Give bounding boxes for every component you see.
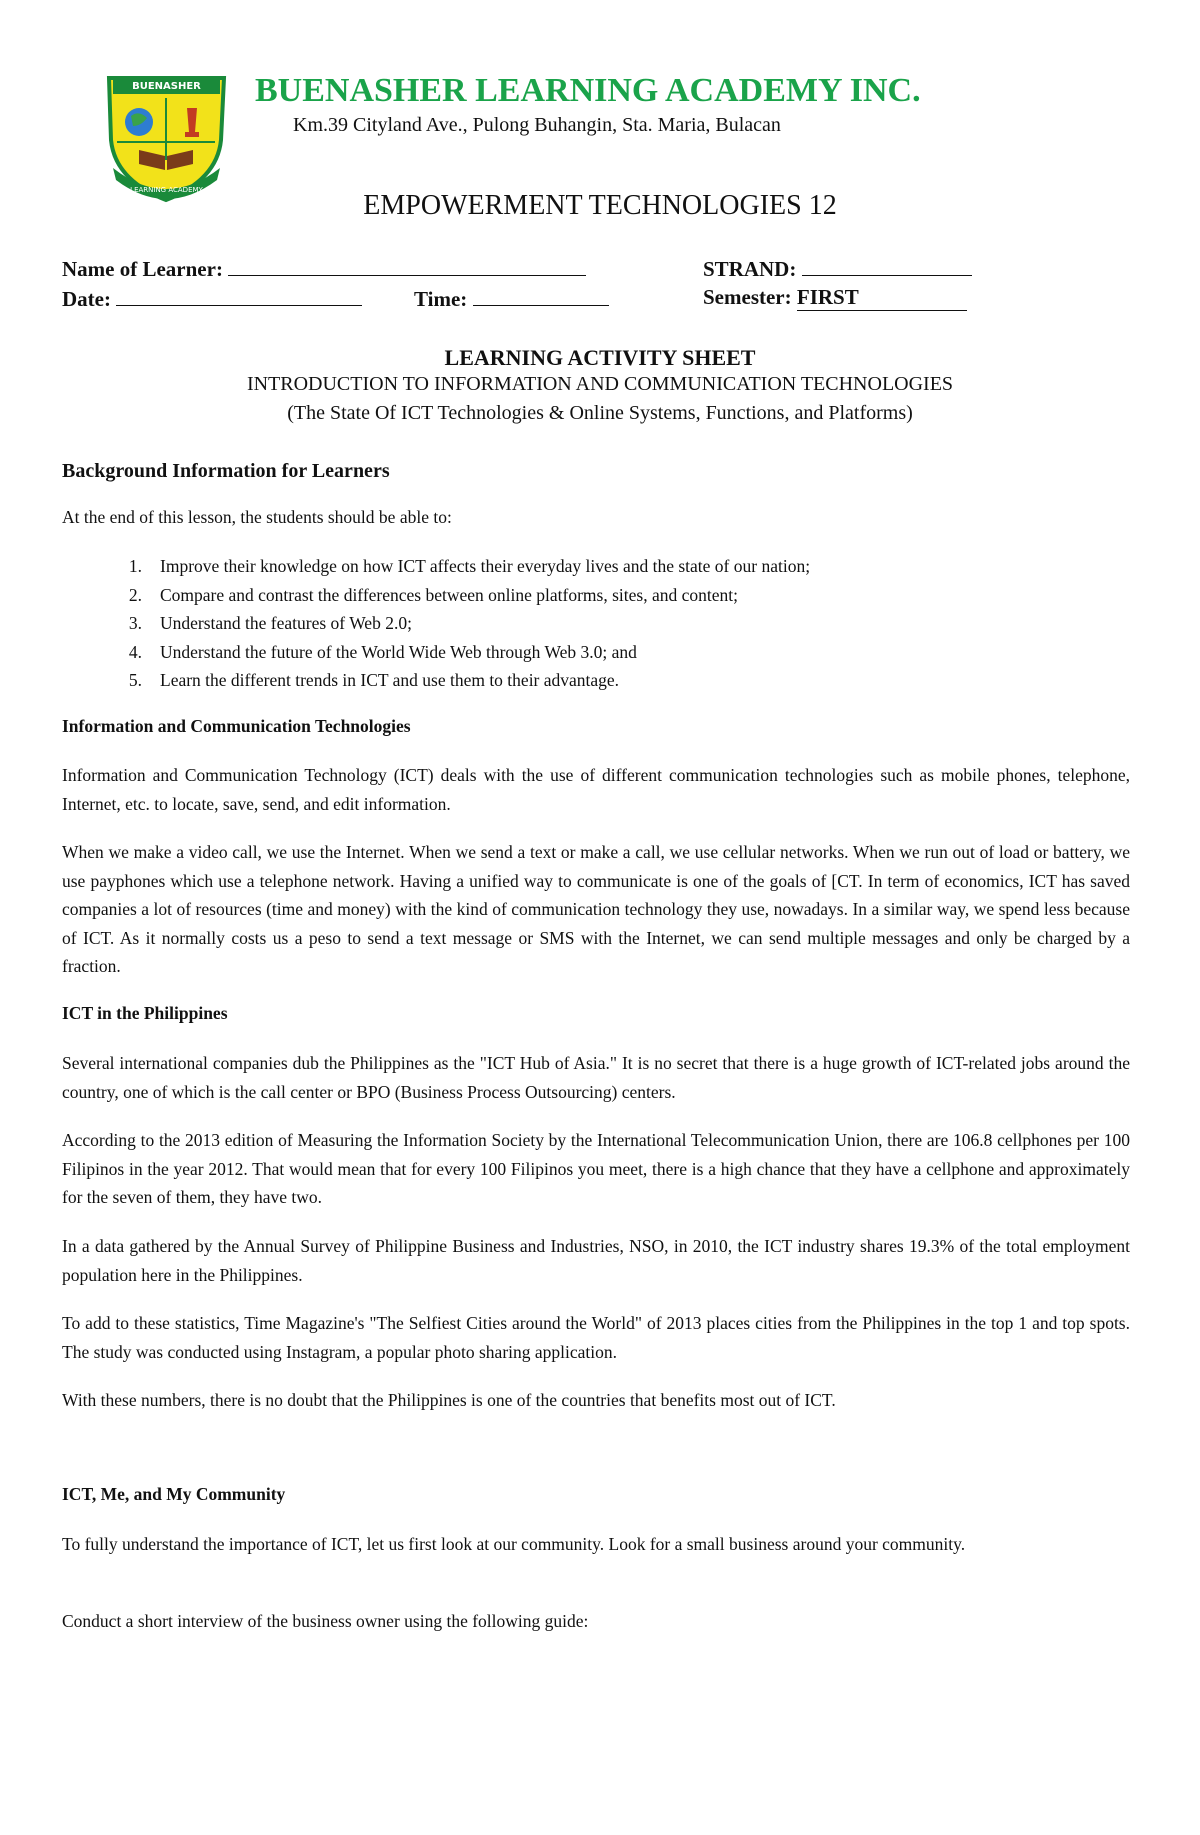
time-label: Time: [414,287,468,311]
name-of-learner-row [62,255,586,282]
list-item: 1. Improve their knowledge on how ICT affects their everyday lives and the state of our nation; [128,556,811,576]
date-field[interactable] [116,285,362,306]
community-paragraph-1: To fully understand the importance of ICT, let us first look at our community. Look for a small business around your community. [62,1534,966,1554]
sheet-subtitle: INTRODUCTION TO INFORMATION AND COMMUNICATION TECHNOLOGIES [246,373,954,395]
philippines-paragraph-1: Several international companies dub the Philippines as the "ICT Hub of Asia." It is no secret that there is a huge growth of ICT-related jobs around the country, one of which is the call center or BPO (Business Process Outsourcing) centers. [62,1053,1130,1102]
list-item: 5. Learn the different trends in ICT and use them to their advantage. [128,670,620,690]
background-heading: Background Information for Learners [62,460,390,482]
background-intro: At the end of this lesson, the students should be able to: [62,507,452,527]
strand-field[interactable] [802,255,972,276]
school-name: BUENASHER LEARNING ACADEMY INC. [255,72,921,109]
ict-paragraph-1: Information and Communication Technology (ICT) deals with the use of different communication technologies such as mobile phones, telephone, Internet, etc. to locate, save, send, and edit information. [62,765,1130,814]
time-row [414,285,609,312]
school-address: Km.39 Cityland Ave., Pulong Buhangin, Sta. Maria, Bulacan [293,114,781,136]
objectives-list [62,552,1130,695]
strand-label: STRAND: [703,257,797,281]
list-item: 2. Compare and contrast the differences between online platforms, sites, and content; [128,584,738,605]
sheet-title: LEARNING ACTIVITY SHEET [444,345,756,370]
svg-text:BUENASHER: BUENASHER [132,81,201,92]
date-label: Date: [62,287,111,311]
philippines-heading: ICT in the Philippines [62,1003,228,1023]
strand-row [703,255,972,282]
philippines-paragraph-3: In a data gathered by the Annual Survey of Philippine Business and Industries, NSO, in 2010, the ICT industry shares 19.3% of the total employment population here in the Philippines. [62,1236,1130,1285]
list-item: 3. Understand the features of Web 2.0; [128,613,412,633]
name-label: Name of Learner: [62,257,223,281]
svg-text:LEARNING ACADEMY: LEARNING ACADEMY [130,186,203,194]
semester-label: Semester: [703,285,792,309]
community-paragraph-2: Conduct a short interview of the business owner using the following guide: [62,1611,589,1631]
school-logo [99,70,234,205]
philippines-paragraph-4: To add to these statistics, Time Magazine's "The Selfiest Cities around the World" of 2013 places cities from the Philippines in the top 1 and top spots. The study was conducted using Instagram, a popular photo sharing application. [62,1313,1130,1362]
name-field[interactable] [228,255,586,276]
list-item: 4. Understand the future of the World Wide Web through Web 3.0; and [128,641,637,662]
semester-value: FIRST [797,285,967,311]
time-field[interactable] [473,285,609,306]
ict-heading: Information and Communication Technologies [62,716,411,736]
sheet-note: (The State Of ICT Technologies & Online Systems, Functions, and Platforms) [287,402,913,424]
date-row [62,285,362,312]
community-heading: ICT, Me, and My Community [62,1484,286,1504]
ict-paragraph-2: When we make a video call, we use the Internet. When we send a text or make a call, we use cellular networks. When we run out of load or battery, we use payphones which use a telephone network. Having a unified way to communicate is one of the goals of [CT. In term of economics, ICT has saved companies a lot of resources (time and money) with the kind of communication technology they use, nowadays. In a similar way, we spend less because of ICT. As it normally costs us a peso to send a text message or SMS with the Internet, we can send multiple messages and only be charged by a fraction. [62,842,1130,976]
philippines-paragraph-2: According to the 2013 edition of Measuring the Information Society by the International Telecommunication Union, there are 106.8 cellphones per 100 Filipinos in the year 2012. That would mean that for every 100 Filipinos you meet, there is a high chance that they have a cellphone and approximately for the seven of them, they have two. [62,1130,1130,1207]
semester-row [703,285,967,311]
subject-title: EMPOWERMENT TECHNOLOGIES 12 [363,190,837,221]
philippines-paragraph-5: With these numbers, there is no doubt that the Philippines is one of the countries that benefits most out of ICT. [62,1390,836,1410]
